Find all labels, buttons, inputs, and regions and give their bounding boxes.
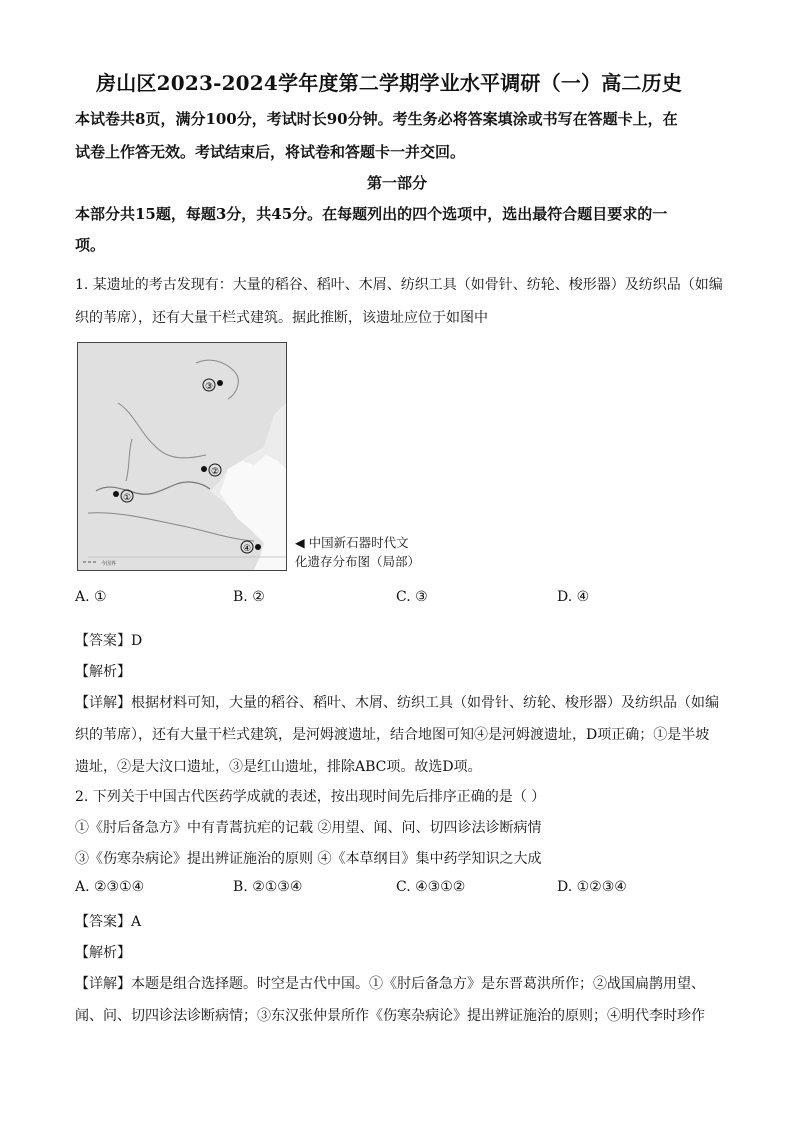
map-caption-line-1: ◀ 中国新石器时代文 xyxy=(295,535,409,550)
page-title: 房山区2023-2024学年度第二学期学业水平调研（一）高二历史 xyxy=(96,71,683,95)
q1-option-c: C. ③ xyxy=(396,589,428,605)
q1-analysis-tag: 【解析】 xyxy=(75,664,131,680)
part-desc-line-2: 项。 xyxy=(75,236,106,254)
marker-1-label: ① xyxy=(122,493,132,503)
part-title: 第一部分 xyxy=(367,174,428,192)
q1-detail-tag: 【详解】 xyxy=(75,695,131,711)
q1-answer-tag: 【答案】 xyxy=(75,633,131,649)
q2-detail-tag: 【详解】 xyxy=(75,976,131,992)
q2-items-line-2: ③《伤寒杂病论》提出辨证施治的原则 ④《本草纲目》集中药学知识之大成 xyxy=(75,851,542,867)
marker-3-label: ③ xyxy=(204,382,214,392)
part-desc-line-1: 本部分共15题，每题3分，共45分。在每题列出的四个选项中，选出最符合题目要求的一 xyxy=(75,205,668,223)
neolithic-site-map xyxy=(77,342,287,571)
q2-stem: 2. 下列关于中国古代医药学成就的表述，按出现时间先后排序正确的是（ ） xyxy=(75,789,546,805)
q2-option-a: A. ②③①④ xyxy=(75,879,145,895)
q2-detail-line-1 xyxy=(75,973,705,993)
marker-2-label: ② xyxy=(210,467,220,477)
map-caption xyxy=(295,533,425,571)
map-legend-label: 今国界 xyxy=(101,561,117,567)
q1-option-a: A. ① xyxy=(75,589,107,605)
q2-analysis-tag: 【解析】 xyxy=(75,945,131,961)
q1-answer-value: D xyxy=(131,633,143,649)
q2-detail-line-2: 闻、问、切四诊法诊断病情；③东汉张仲景所作《伤寒杂病论》提出辨证施治的原则；④明代李时珍作 xyxy=(75,1008,705,1024)
q2-option-d: D. ①②③④ xyxy=(557,879,627,895)
q2-option-c: C. ④③①② xyxy=(396,879,466,895)
intro-line-1: 本试卷共8页，满分100分，考试时长90分钟。考生务必将答案填涂或书写在答题卡上，在 xyxy=(75,110,678,128)
q1-detail-text-1: 根据材料可知，大量的稻谷、稻叶、木屑、纺织工具（如骨针、纺轮、梭形器）及纺织品（如编 xyxy=(131,695,719,711)
q1-stem-line-1: 1. 某遗址的考古发现有：大量的稻谷、稻叶、木屑、纺织工具（如骨针、纺轮、梭形器）及纺织品（如编 xyxy=(75,277,723,293)
q1-detail-line-3: 遗址，②是大汶口遗址，③是红山遗址，排除ABC项。故选D项。 xyxy=(75,759,482,775)
q2-detail-text-1: 本题是组合选择题。时空是古代中国。①《肘后备急方》是东晋葛洪所作；②战国扁鹊用望、 xyxy=(131,976,705,992)
q1-option-b: B. ② xyxy=(233,589,265,605)
intro-line-2: 试卷上作答无效。考试结束后，将试卷和答题卡一并交回。 xyxy=(75,143,466,161)
marker-4-label: ④ xyxy=(242,544,252,554)
q1-option-d: D. ④ xyxy=(557,589,590,605)
q1-detail-line-1 xyxy=(75,692,719,712)
q2-answer xyxy=(75,911,141,931)
q1-detail-line-2: 织的苇席），还有大量干栏式建筑，是河姆渡遗址，结合地图可知④是河姆渡遗址，D项正确；①是半坡 xyxy=(75,727,710,743)
q2-option-b: B. ②①③④ xyxy=(233,879,303,895)
map-caption-line-2: 化遗存分布图（局部） xyxy=(295,554,421,569)
q1-answer xyxy=(75,630,142,650)
q1-stem-line-2: 织的苇席），还有大量干栏式建筑。据此推断，该遗址应位于如图中 xyxy=(75,310,488,326)
q2-items-line-1: ①《肘后备急方》中有青蒿抗疟的记载 ②用望、闻、问、切四诊法诊断病情 xyxy=(75,820,542,836)
q2-answer-value: A xyxy=(131,914,142,930)
q2-answer-tag: 【答案】 xyxy=(75,914,131,930)
